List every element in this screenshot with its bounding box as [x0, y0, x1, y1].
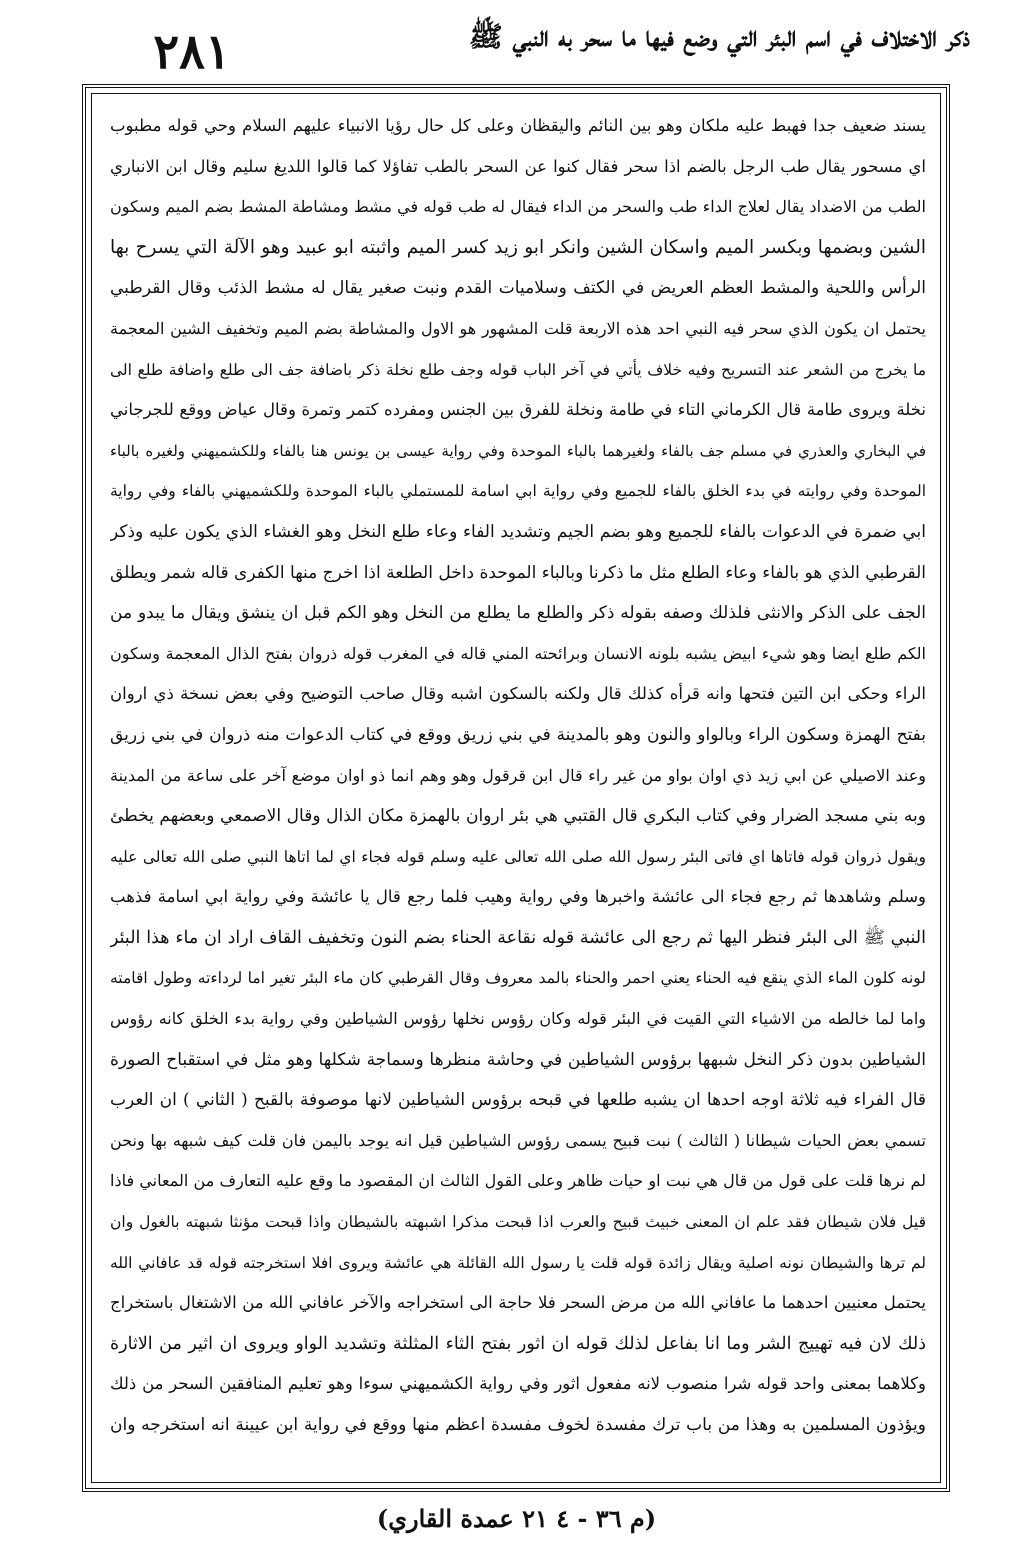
body-line: اي مسحور يقال طب الرجل بالضم اذا سحر فقال كنوا عن السحر بالطب تفاؤلا كما قالوا اللديغ سليم وقال ابن الانباري: [110, 156, 926, 176]
body-line: في البخاري والعذري في مسلم جف بالفاء ولغيرهما بالباء الموحدة وفي رواية عيسى بن يونس هنا بالفاء وللكشميهني ولغيره بالباء: [110, 441, 926, 460]
signature-mark: (م ٣٦ - ٤ ٢١ عمدة القاري): [376, 1504, 657, 1533]
body-line: الرأس واللحية والمشط العظم العريض في الكتف وسلاميات القدم ونبت صغير يقال له مشط الذئب وقال القرطبي: [110, 278, 926, 299]
body-text: [110, 106, 926, 1446]
body-line: الكم طلع ايضا وهو شيء ابيض يشبه بلونه الانسان وبرائحته المني قاله في المغرب قوله ذروان بفتح الذال المعجمة وسكون: [110, 643, 926, 663]
body-line: بفتح الهمزة وسكون الراء وبالواو والنون وهو بالمدينة في بني زريق ووقع في كتاب الدعوات منه ذروان في بني زريق: [110, 724, 926, 745]
body-line: لم ترها والشيطان نونه اصلية ويقال زائدة قوله قلت يا رسول الله القائلة هي عائشة ويروى افلا استخرجته قوله قد عافاني الله: [110, 1253, 926, 1272]
running-title: ذکر الاختلاف في اسم البئر التي وضع فيها ما سحر به النبي ﷺ: [468, 20, 970, 53]
text-frame-inner-border: [91, 93, 941, 1483]
body-line: الشياطين بدون ذكر النخل شبهها برؤوس الشياطين في وحاشة منظرها وسماجة شكلها وهو مثل في استقباح الصورة: [110, 1049, 926, 1070]
body-line: قيل فلان شيطان فقد علم ان المعنى خبيث قبيح والعرب اذا قبحت مذكرا اشبهته بالشيطان واذا قبحت مؤنثا شبهته بالغول وان: [110, 1213, 926, 1232]
body-line: واما لما خالطه من الاشياء التي القيت في البئر قوله وكان رؤوس نخلها رؤوس الشياطين وفي رواية بدء الخلق كانه رؤوس: [110, 1009, 926, 1029]
body-line: وسلم وشاهدها ثم رجع فجاء الى عائشة واخبرها وفي رواية وهيب فلما رجع قال يا عائشة وفي رواية ابي اسامة فذهب: [110, 887, 926, 907]
body-line: ذلك لان فيه تهييج الشر وما انا بفاعل لذلك قوله ان اثور بفتح الثاء المثلثة وتشديد الواو ويروى ان اثير من الاثارة: [110, 1333, 926, 1354]
body-line: لونه كلون الماء الذي ينقع فيه الحناء يعني احمر والحناء بالمد معروف وقال القرطبي كان ماء البئر تغير اما لرداءته وطول اقامته: [110, 969, 926, 988]
body-line: ابي ضمرة في الدعوات بالفاء للجميع وهو بضم الجيم وتشديد الفاء وعاء طلع النخل وهو الغشاء الذي يكون عليه وذكر: [110, 521, 926, 542]
body-line: يسند ضعيف جدا فهبط عليه ملكان وهو بين النائم واليقظان وعلى كل حال رؤيا الانبياء عليهم السلام وحي قوله مطبوب: [110, 116, 926, 135]
body-line: القرطبي الذي هو بالفاء وعاء الطلع مثل ما ذكرنا وبالباء الموحدة داخل الطلعة اذا اخرج منها الكفرى قاله شمر ويطلق: [110, 562, 926, 583]
body-line: ويقول ذروان قوله فاتاها اي فاتى البئر رسول الله صلى الله تعالى عليه وسلم قوله فجاء اي لما اتاها النبي صلى الله تعالى عليه: [110, 847, 926, 866]
text-frame: [82, 84, 950, 1492]
body-line: قال الفراء فيه ثلاثة اوجه احدها ان يشبه طلعها في قبحه برؤوس الشياطين لانها موصوفة بالقبح ( الثاني ) ان العرب: [110, 1090, 926, 1111]
body-line: يحتمل معنيين احدهما ما عافاني الله من مرض السحر فلا حاجة الى استخراجه والآخر عافاني الله من الاشتغال باستخراج: [110, 1293, 926, 1313]
body-line: الجف على الذكر والانثى فلذلك وصفه بقوله ذكر والطلع ما يطلع من النخل وهو الكم قبل ان ينشق ويقال ما يبدو من: [110, 603, 926, 624]
body-line: الشين وبضمها وبكسر الميم واسكان الشين وانكر ابو زيد كسر الميم واثبته ابو عبيد وهو الآلة التي يسرح بها: [110, 236, 926, 258]
body-line: وبه بني مسجد الضرار وفي كتاب البكري قال القتبي هي بئر اروان بالهمزة مكان الذال وقال الاصمعي وبعضهم يخطئ: [110, 806, 926, 827]
body-line: وعند الاصيلي عن ابي زيد ذي اوان بواو من غير راء قال ابن قرقول وهو وهم انما ذو اوان موضع آخر على ساعة من المدينة: [110, 765, 926, 785]
body-line: تسمي بعض الحيات شيطانا ( الثالث ) نبت قبيح يسمى رؤوس الشياطين قيل انه يوجد باليمن فان قلت كيف شبهه بها ونحن: [110, 1130, 926, 1150]
page-number: ٢٨١: [153, 24, 231, 80]
body-line: وكلاهما بمعنى واحد قوله شرا منصوب لانه مفعول اثور وفي رواية الكشميهني سوءا وهو تعليم المنافقين السحر من ذلك: [110, 1374, 926, 1394]
body-line: ويؤذون المسلمين به وهذا من باب ترك مفسدة لخوف مفسدة اعظم منها ووقع في رواية ابن عيينة انه استخرجه وان: [110, 1415, 926, 1435]
body-line: نخلة ويروى طامة قال الكرماني التاء في طامة ونخلة للفرق بين الجنس ومفرده كتمر وتمرة وقال عياض ووقع للجرجاني: [110, 400, 926, 420]
body-line: الراء وحكى ابن التين فتحها وانه قرأه كذلك قال ولكنه بالسكون اشبه وقال صاحب التوضيح وفي بعض نسخة ذي اروان: [110, 684, 926, 704]
body-line: لم نرها قلت على قول من قال هي نبت او حيات ظاهر وعلى القول الثالث ان المقصود ما وقع عليه التعارف من المعاني فاذا: [110, 1171, 926, 1191]
body-line: ما يخرج من الشعر عند التسريح وفيه خلاف يأتي في آخر الباب قوله وجف طلع نخلة ذكر باضافة جف الى طلع واضافة طلع الى: [110, 360, 926, 379]
body-line: الطب من الاضداد يقال لعلاج الداء طب والسحر من الداء فيقال له طب قوله في مشط ومشاطة المشط بضم الميم وسكون: [110, 197, 926, 217]
body-line: يحتمل ان يكون الذي سحر فيه النبي احد هذه الاربعة قلت المشهور هو الاول والمشاطة بضم الميم وتخفيف الشين المعجمة: [110, 318, 926, 338]
page-footer: [0, 1500, 1033, 1550]
body-line: النبي ﷺ الى البئر فنظر اليها ثم رجع الى عائشة قوله نقاعة الحناء بضم النون وتخفيف القاف اراد ان ماء هذا البئر: [110, 927, 926, 948]
page-header: [20, 14, 1010, 84]
body-line: الموحدة وفي روايته في بدء الخلق بالفاء للجميع وفي رواية ابي اسامة للمستملي بالباء الموحدة وللكشميهني بالفاء وفي رواية: [110, 482, 926, 501]
